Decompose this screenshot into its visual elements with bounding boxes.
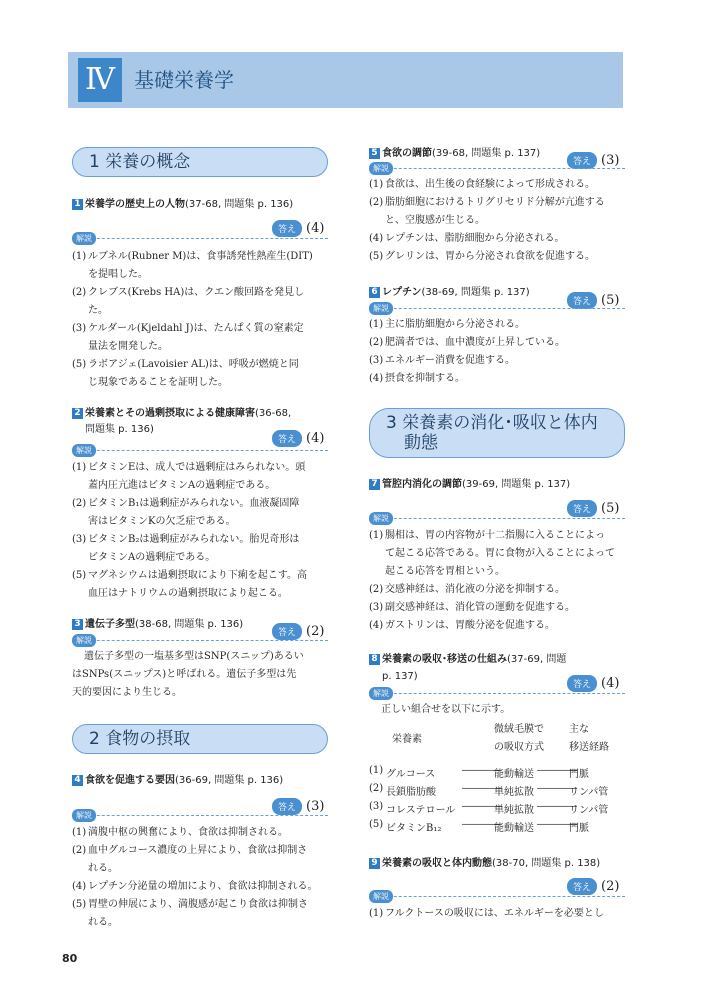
row-dash: ――――: [537, 801, 577, 812]
table-head-absorb-2: の吸収方式: [494, 742, 544, 753]
item-text: 血中グルコース濃度の上昇により、食欲は抑制さ: [88, 845, 308, 856]
item-number: (4): [369, 373, 384, 384]
q3-text: はSNPs(スニップス)と呼ばれる。遺伝子多型は先: [72, 669, 297, 680]
item-number: (1): [369, 179, 384, 190]
item-text: ビタミンB₂は過剰症がみられない。胎児奇形は: [88, 534, 300, 545]
explanation-item: [72, 459, 328, 495]
item-number: (5): [369, 251, 384, 262]
explanation-item: [72, 896, 328, 932]
item-text: 満腹中枢の興奮により、食欲は抑制される。: [88, 827, 288, 838]
item-text: ビタミンEは、成人では過剰症はみられない。頭: [88, 462, 306, 473]
item-text: ラボアジェ(Lavoisier AL)は、呼吸が燃焼と同: [88, 359, 299, 370]
row-number: (1): [369, 765, 384, 776]
section-heading-1: 1 栄養の概念: [72, 147, 328, 177]
answer-1: 答え (4): [272, 218, 324, 237]
page-number: 80: [62, 952, 78, 965]
kaisetsu-badge: 解説: [72, 809, 96, 822]
explanation-item: [369, 352, 625, 370]
question-heading-2-line2: 問題集 p. 136): [85, 424, 154, 435]
explanation-item: [369, 905, 625, 923]
row-number: (5): [369, 819, 384, 830]
item-number: (3): [369, 602, 384, 613]
answer-4: 答え (3): [272, 796, 324, 815]
q8-intro: 正しい組合せを以下に示す。: [381, 704, 511, 715]
answer-3: 答え (2): [272, 621, 324, 640]
item-text: 蓋内圧亢進はビタミンAの過剰症である。: [88, 480, 276, 491]
item-text: 腸相は、胃の内容物が十二指腸に入ることによっ: [385, 530, 605, 541]
item-text: 量法を開発した。: [88, 341, 168, 352]
item-text: ルブネル(Rubner M)は、食事誘発性熱産生(DIT): [88, 251, 313, 262]
explanation-item: [72, 824, 328, 842]
explanation-item: [72, 248, 328, 284]
table-head-route-2: 移送経路: [569, 742, 609, 753]
row-nutrient: 長鎖脂肪酸: [386, 787, 436, 798]
answer-9: 答え (2): [567, 876, 619, 895]
item-number: (4): [72, 881, 87, 892]
kaisetsu-badge: 解説: [72, 634, 96, 647]
row-dash: ――――: [537, 819, 577, 830]
row-dash: ――――: [462, 765, 502, 776]
item-text: グレリンは、胃から分泌され食欲を促進する。: [385, 251, 595, 262]
item-number: (3): [72, 323, 87, 334]
item-text: ビタミンAの過剰症である。: [88, 552, 216, 563]
item-number: (2): [369, 197, 384, 208]
question-heading-8: 8 栄養素の吸収･移送の仕組み(37-69, 問題: [369, 652, 566, 667]
explanation-item: [369, 527, 625, 581]
row-number: (2): [369, 783, 384, 794]
chapter-banner: [68, 52, 623, 108]
item-text: 胃壁の伸展により、満腹感が起こり食欲は抑制さ: [88, 899, 308, 910]
item-text: エネルギー消費を促進する。: [385, 355, 515, 366]
item-number: (3): [369, 355, 384, 366]
explanation-item: [369, 316, 625, 334]
row-route: 門脈: [569, 823, 589, 834]
kaisetsu-badge: 解説: [72, 444, 96, 457]
item-number: (2): [72, 287, 87, 298]
answer-8: 答え (4): [567, 673, 619, 692]
section-heading-3: 3 栄養素の消化･吸収と体内 動態: [369, 408, 625, 458]
row-route: 門脈: [569, 769, 589, 780]
explanation-item: [72, 531, 328, 567]
explanation-item: [72, 356, 328, 392]
item-text: 主に脂肪細胞から分泌される。: [385, 319, 525, 330]
item-text: れる。: [88, 863, 118, 874]
question-heading-5: 5 食欲の調節(39-68, 問題集 p. 137): [369, 146, 540, 161]
item-text: レプチン分泌量の増加により、食欲は抑制される。: [88, 881, 318, 892]
item-text: を提唱した。: [88, 269, 148, 280]
item-text: と、空腹感が生じる。: [385, 215, 485, 226]
explanation-item: [369, 370, 625, 388]
question-heading-4: 4 食欲を促進する要因(36-69, 問題集 p. 136): [72, 773, 283, 788]
item-text: 交感神経は、消化液の分泌を抑制する。: [385, 584, 565, 595]
answer-7: 答え (5): [567, 498, 619, 517]
row-route: リンパ管: [569, 787, 609, 798]
item-text: フルクトースの吸収には、エネルギーを必要とし: [385, 908, 604, 919]
item-number: (5): [72, 570, 87, 581]
answer-5: 答え (3): [567, 150, 619, 169]
item-text: 食欲は、出生後の食経験によって形成される。: [385, 179, 595, 190]
item-text: 脂肪細胞におけるトリグリセリド分解が亢進する: [385, 197, 605, 208]
question-heading-3: 3 遺伝子多型(38-68, 問題集 p. 136): [72, 617, 243, 632]
row-nutrient: グルコース: [386, 769, 436, 780]
item-number: (2): [369, 337, 384, 348]
explanation-item: [369, 176, 625, 194]
item-text: クレブス(Krebs HA)は、クエン酸回路を発見し: [88, 287, 305, 298]
kaisetsu-badge: 解説: [369, 890, 393, 903]
row-absorption: 単純拡散: [494, 805, 534, 816]
explanation-item: [72, 842, 328, 878]
item-number: (2): [72, 845, 87, 856]
question-heading-9: 9 栄養素の吸収と体内動態(38-70, 問題集 p. 138): [369, 856, 600, 871]
item-text: れる。: [88, 917, 118, 928]
q3-text: 天的要因により生じる。: [72, 687, 182, 698]
item-number: (2): [72, 498, 87, 509]
item-number: (5): [72, 359, 87, 370]
table-head-absorb-1: 微絨毛膜で: [494, 724, 544, 735]
question-heading-2: 2 栄養素とその過剰摂取による健康障害(36-68,: [72, 406, 291, 421]
row-dash: ――――: [462, 783, 502, 794]
item-number: (1): [369, 530, 384, 541]
item-text: て起こる応答である。胃に食物が入ることによって: [385, 548, 615, 559]
row-dash: ――――: [537, 765, 577, 776]
explanation-item: [369, 248, 625, 266]
kaisetsu-badge: 解説: [369, 302, 393, 315]
item-text: 害はビタミンKの欠乏症である。: [88, 516, 236, 527]
item-text: レプチンは、脂肪細胞から分泌される。: [385, 233, 565, 244]
chapter-number: Ⅳ: [78, 58, 122, 102]
item-number: (3): [72, 534, 87, 545]
explanation-item: [369, 194, 625, 230]
row-route: リンパ管: [569, 805, 609, 816]
kaisetsu-badge: 解説: [369, 162, 393, 175]
explanation-item: [72, 567, 328, 603]
question-heading-6: 6 レプチン(38-69, 問題集 p. 137): [369, 285, 530, 300]
item-text: 血圧はナトリウムの過剰摂取により起こる。: [88, 588, 288, 599]
item-number: (5): [72, 899, 87, 910]
row-dash: ――――: [462, 819, 502, 830]
kaisetsu-badge: 解説: [72, 232, 96, 245]
question-heading-8-line2: p. 137): [382, 671, 418, 682]
kaisetsu-badge: 解説: [369, 687, 393, 700]
item-number: (1): [72, 462, 87, 473]
explanation-item: [72, 495, 328, 531]
item-text: ビタミンB₁は過剰症がみられない。血液凝固障: [88, 498, 300, 509]
item-number: (1): [72, 251, 87, 262]
explanation-item: [369, 599, 625, 617]
row-absorption: 能動輸送: [494, 769, 534, 780]
table-head-route-1: 主な: [569, 724, 589, 735]
row-dash: ――――: [462, 801, 502, 812]
item-text: ケルダール(Kjeldahl J)は、たんぱく質の窒素定: [88, 323, 304, 334]
table-head-nutrient: 栄養素: [392, 734, 422, 745]
item-text: 副交感神経は、消化管の運動を促進する。: [385, 602, 575, 613]
section-heading-2: 2 食物の摂取: [72, 724, 328, 754]
explanation-item: [72, 284, 328, 320]
row-nutrient: ビタミンB₁₂: [386, 823, 442, 834]
kaisetsu-badge: 解説: [369, 512, 393, 525]
item-number: (4): [369, 620, 384, 631]
row-number: (3): [369, 801, 384, 812]
row-nutrient: コレステロール: [386, 805, 456, 816]
item-text: 肥満者では、血中濃度が上昇している。: [385, 337, 565, 348]
explanation-item: [369, 334, 625, 352]
item-text: 摂食を抑制する。: [385, 373, 465, 384]
question-heading-1: 1 栄養学の歴史上の人物(37-68, 問題集 p. 136): [72, 197, 293, 212]
item-number: (2): [369, 584, 384, 595]
explanation-item: [72, 320, 328, 356]
item-number: (1): [369, 908, 384, 919]
question-heading-7: 7 管腔内消化の調節(39-69, 問題集 p. 137): [369, 477, 570, 492]
row-dash: ――――: [537, 783, 577, 794]
item-text: た。: [88, 305, 108, 316]
row-absorption: 能動輸送: [494, 823, 534, 834]
item-text: マグネシウムは過剰摂取により下痢を起こす。高: [88, 570, 307, 581]
item-text: 起こる応答を胃相という。: [385, 566, 505, 577]
item-number: (1): [369, 319, 384, 330]
explanation-item: [369, 581, 625, 599]
item-number: (1): [72, 827, 87, 838]
explanation-item: [369, 617, 625, 635]
answer-2: 答え (4): [272, 428, 324, 447]
explanation-item: [72, 878, 328, 896]
answer-6: 答え (5): [567, 290, 619, 309]
chapter-title: 基礎栄養学: [134, 68, 234, 92]
row-absorption: 単純拡散: [494, 787, 534, 798]
item-text: ガストリンは、胃酸分泌を促進する。: [385, 620, 555, 631]
q3-text: 遺伝子多型の一塩基多型はSNP(スニップ)あるい: [84, 651, 304, 662]
explanation-item: [369, 230, 625, 248]
item-text: じ現象であることを証明した。: [88, 377, 228, 388]
item-number: (4): [369, 233, 384, 244]
